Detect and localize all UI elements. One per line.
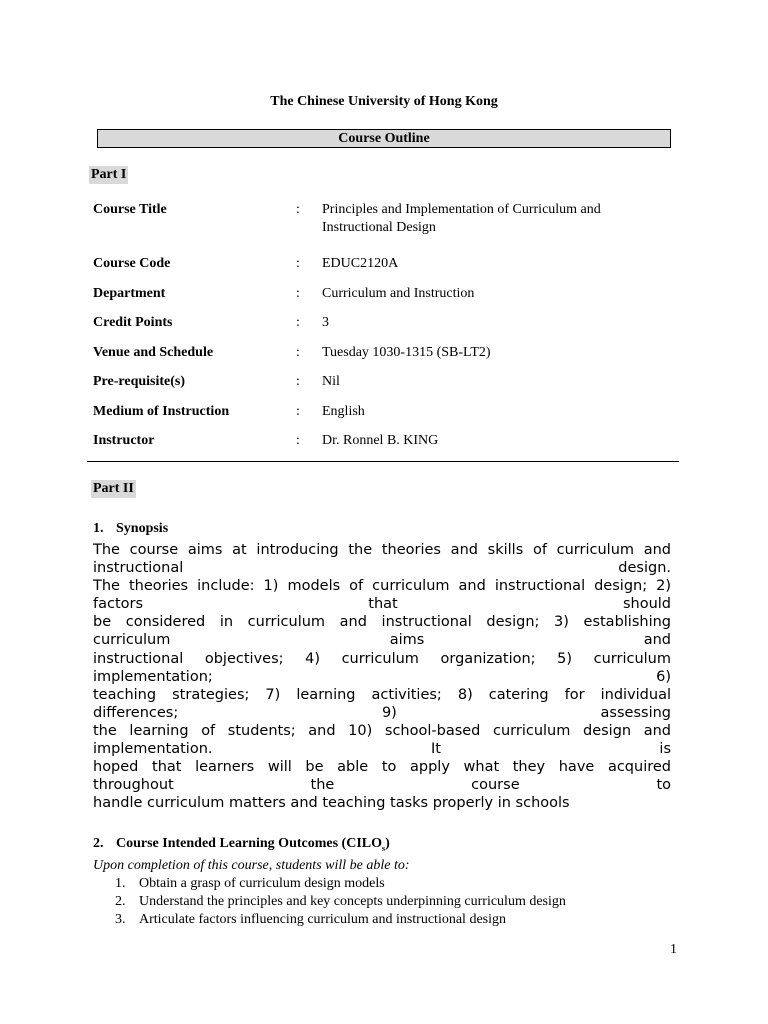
venue-schedule-value: Tuesday 1030-1315 (SB-LT2) xyxy=(322,345,491,360)
course-title-value xyxy=(322,201,642,237)
synopsis-line: teaching strategies; 7) learning activities; 8) catering for individual xyxy=(93,686,671,703)
department-colon: : xyxy=(296,286,300,301)
medium-instruction-label: Medium of Instruction xyxy=(93,404,230,419)
synopsis-line: throughout the course to xyxy=(93,777,671,794)
synopsis-heading xyxy=(93,520,168,538)
department-label: Department xyxy=(93,286,166,301)
prerequisites-label: Pre-requisite(s) xyxy=(93,374,186,389)
synopsis-title: Synopsis xyxy=(116,521,169,536)
medium-instruction-value: English xyxy=(322,404,365,419)
synopsis-line: instructional objectives; 4) curriculum organization; 5) curriculum xyxy=(93,650,671,667)
cilo-title-close: ) xyxy=(385,836,390,851)
instructor-value: Dr. Ronnel B. KING xyxy=(322,433,439,448)
list-item-text: Obtain a grasp of curriculum design models xyxy=(139,876,385,891)
course-title-value-line1: Principles and Implementation of Curriculum and xyxy=(322,202,601,217)
course-title-colon: : xyxy=(296,202,300,217)
list-item-number: 1. xyxy=(115,876,126,891)
prerequisites-value: Nil xyxy=(322,374,340,389)
list-item-text: Articulate factors influencing curriculum and instructional design xyxy=(139,912,506,927)
course-title-value-line2: Instructional Design xyxy=(322,220,436,235)
course-outline-title: Course Outline xyxy=(338,131,430,146)
synopsis-line: differences; 9) assessing xyxy=(93,704,671,721)
synopsis-line: The course aims at introducing the theories and skills of curriculum and xyxy=(93,542,671,558)
course-code-colon: : xyxy=(296,256,300,271)
course-outline-banner xyxy=(97,129,671,148)
credit-points-colon: : xyxy=(296,315,300,330)
department-value: Curriculum and Instruction xyxy=(322,286,475,301)
instructor-label: Instructor xyxy=(93,433,155,448)
part-two-heading: Part II xyxy=(93,481,134,496)
venue-schedule-label: Venue and Schedule xyxy=(93,345,214,360)
credit-points-label: Credit Points xyxy=(93,315,173,330)
synopsis-line: be considered in curriculum and instructional design; 3) establishing xyxy=(93,614,671,631)
page-number: 1 xyxy=(670,942,677,957)
list-item-number: 3. xyxy=(115,912,126,927)
synopsis-line: handle curriculum matters and teaching tasks properly in schools xyxy=(93,795,570,812)
synopsis-text xyxy=(93,541,671,812)
section-divider xyxy=(87,461,679,462)
synopsis-line: implementation. It is xyxy=(93,741,671,758)
cilo-number: 2. xyxy=(93,836,104,851)
synopsis-line: instructional design. xyxy=(93,560,671,577)
synopsis-line: hoped that learners will be able to apply what they have acquired xyxy=(93,759,671,776)
synopsis-line: The theories include: 1) models of curriculum and instructional design; 2) xyxy=(93,578,671,595)
cilo-title: Course Intended Learning Outcomes (CILO xyxy=(116,836,383,851)
instructor-colon: : xyxy=(296,433,300,448)
part-one-heading: Part I xyxy=(91,167,127,182)
prerequisites-colon: : xyxy=(296,374,300,389)
list-item-number: 2. xyxy=(115,894,126,909)
course-title-label: Course Title xyxy=(93,202,167,217)
medium-instruction-colon: : xyxy=(296,404,300,419)
credit-points-value: 3 xyxy=(322,315,329,330)
venue-schedule-colon: : xyxy=(296,345,300,360)
synopsis-line: the learning of students; and 10) school-based curriculum design and xyxy=(93,722,671,739)
cilo-title-subscript: s xyxy=(382,843,386,853)
cilo-intro: Upon completion of this course, students will be able to: xyxy=(93,858,410,873)
cilo-heading xyxy=(93,835,390,858)
course-code-label: Course Code xyxy=(93,256,171,271)
university-name: The Chinese University of Hong Kong xyxy=(270,94,498,109)
synopsis-line: factors that should xyxy=(93,596,671,613)
course-code-value: EDUC2120A xyxy=(322,256,399,271)
synopsis-line: implementation; 6) xyxy=(93,668,671,685)
synopsis-line: curriculum aims and xyxy=(93,632,671,649)
list-item-text: Understand the principles and key concepts underpinning curriculum design xyxy=(139,894,566,909)
synopsis-number: 1. xyxy=(93,521,104,536)
